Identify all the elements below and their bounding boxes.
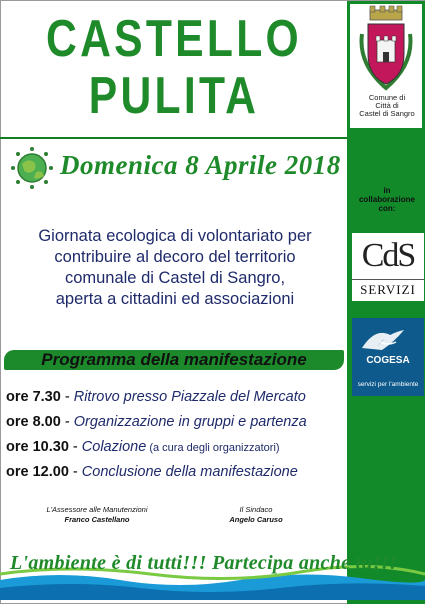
signature-right-name: Angelo Caruso [229,515,283,524]
collab-line2: collaborazione [358,195,415,204]
schedule-time: ore 12.00 [6,464,69,480]
town-crest-icon [350,4,422,94]
schedule-item [6,438,351,457]
schedule-activity: Conclusione della manifestazione [81,464,298,480]
cds-logo-sub: SERVIZI [352,279,424,298]
schedule-sep: - [68,464,82,480]
schedule-activity: Colazione [81,439,147,455]
schedule-sep: - [60,389,74,405]
program-heading: Programma della manifestazione [41,350,307,369]
schedule-activity: Ritrovo presso Piazzale del Mercato [73,389,306,405]
schedule-note: (a cura degli organizzatori) [146,442,280,454]
signature-left-role: L'Assessore alle Manutenzioni [46,505,148,514]
cogesa-tagline: servizi per l'ambiente [357,381,419,388]
signature-right-role: Il Sindaco [239,505,273,514]
title-line-1: CASTELLO [45,10,303,68]
schedule-sep: - [60,414,74,430]
intro-line-1: Giornata ecologica di volontariato per [38,227,312,245]
schedule-sep: - [68,439,82,455]
crest-caption [352,94,422,118]
bird-logo-icon [352,320,424,356]
event-date: Domenica 8 Aprile 2018 [60,150,341,180]
collab-line3: con: [378,204,396,213]
schedule-item [6,413,351,431]
collaboration-label [349,186,425,213]
schedule-activity: Organizzazione in gruppi e partenza [73,414,307,430]
intro-line-4: aperta a cittadini ed associazioni [55,290,295,308]
cogesa-name: COGESA [366,355,410,366]
title-line-2: PULITA [88,67,260,125]
signature-left-name: Franco Castellano [64,515,130,524]
collab-line1: in [383,186,391,195]
cds-logo-mark: CdS [361,237,415,274]
signature-right [196,505,316,525]
intro-line-3: comunale di Castel di Sangro, [64,269,286,287]
cds-servizi-logo [352,233,424,301]
crest-caption-line3: Castel di Sangro [359,109,415,118]
cogesa-logo [352,318,424,396]
schedule-item [6,463,351,481]
schedule-time: ore 8.00 [6,414,61,430]
globe-people-icon [10,146,54,190]
schedule-time: ore 10.30 [6,439,69,455]
footer-slogan: L'ambiente è di tutti!!! Partecipa anche tu!!! [10,552,398,574]
title-divider [0,137,347,139]
schedule-item [6,388,351,406]
crest-caption-line2: Città di [375,101,399,110]
signature-left [22,505,172,525]
intro-text [4,226,346,310]
intro-line-2: contribuire al decoro del territorio [54,248,296,266]
schedule-time: ore 7.30 [6,389,61,405]
crest-caption-line1: Comune di [368,93,406,102]
